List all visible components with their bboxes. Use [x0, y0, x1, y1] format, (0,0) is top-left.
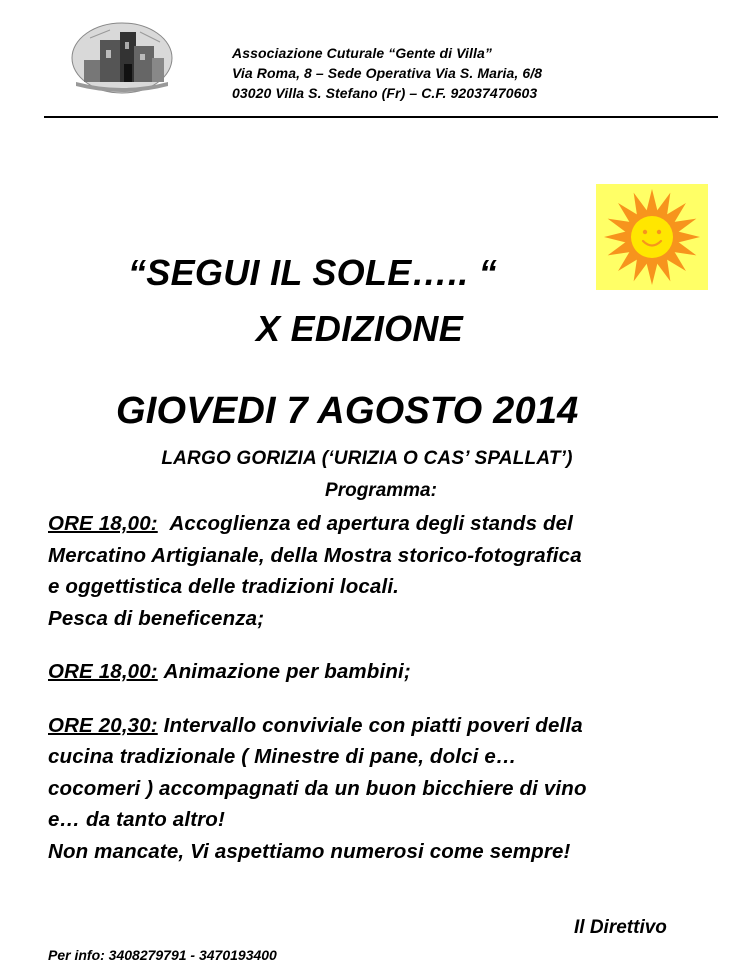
header-block: [232, 43, 542, 103]
spacer: [48, 634, 728, 656]
event-location: LARGO GORIZIA (‘URIZIA O CAS’ SPALLAT’): [161, 448, 573, 469]
event-edition: X EDIZIONE: [256, 308, 464, 349]
program-item-3-time: ORE 20,30:: [48, 713, 158, 737]
program-item-1-time: ORE 18,00:: [48, 512, 158, 535]
program-item-1-line-2: Mercatino Artigianale, della Mostra storico-fotografica: [48, 543, 582, 567]
program-item-3-line-1: Intervallo conviviale con piatti poveri della: [163, 713, 583, 737]
contact-info: Per info: 3408279791 - 3470193400: [48, 947, 277, 963]
program-item-1: [48, 508, 728, 540]
program-item-1-line-3: e oggettistica delle tradizioni locali.: [48, 575, 400, 598]
association-logo: [70, 20, 174, 96]
program-body: [48, 508, 728, 867]
program-item-3: [48, 710, 728, 742]
event-title: “SEGUI IL SOLE….. “: [128, 252, 498, 293]
program-label: Programma:: [325, 480, 437, 501]
program-closing: Non mancate, Vi aspettiamo numerosi come sempre!: [48, 839, 571, 863]
header-divider: [44, 116, 718, 118]
program-item-3-line-2: cucina tradizionale ( Minestre di pane, dolci e…: [48, 745, 517, 768]
association-city: 03020 Villa S. Stefano (Fr) – C.F. 92037470603: [232, 85, 538, 101]
program-item-3-line-3: cocomeri ) accompagnati da un buon bicchiere di vino: [48, 776, 587, 800]
smiling-sun-icon: [596, 184, 708, 290]
village-etching-icon: [70, 20, 174, 96]
program-item-3-line-4: e… da tanto altro!: [48, 808, 225, 831]
program-item-2: [48, 656, 728, 688]
program-item-2-text: Animazione per bambini;: [163, 660, 411, 683]
signature: Il Direttivo: [574, 917, 667, 938]
association-name: Associazione Cuturale “Gente di Villa”: [232, 45, 493, 61]
event-date: GIOVEDI 7 AGOSTO 2014: [116, 390, 579, 432]
association-address: Via Roma, 8 – Sede Operativa Via S. Maria, 6/8: [232, 65, 543, 81]
program-item-1-line-4: Pesca di beneficenza;: [48, 606, 265, 630]
program-item-1-line-1: Accoglienza ed apertura degli stands del: [169, 512, 574, 535]
sun-image: [596, 184, 708, 290]
spacer: [48, 688, 728, 710]
program-item-2-time: ORE 18,00:: [48, 660, 158, 683]
